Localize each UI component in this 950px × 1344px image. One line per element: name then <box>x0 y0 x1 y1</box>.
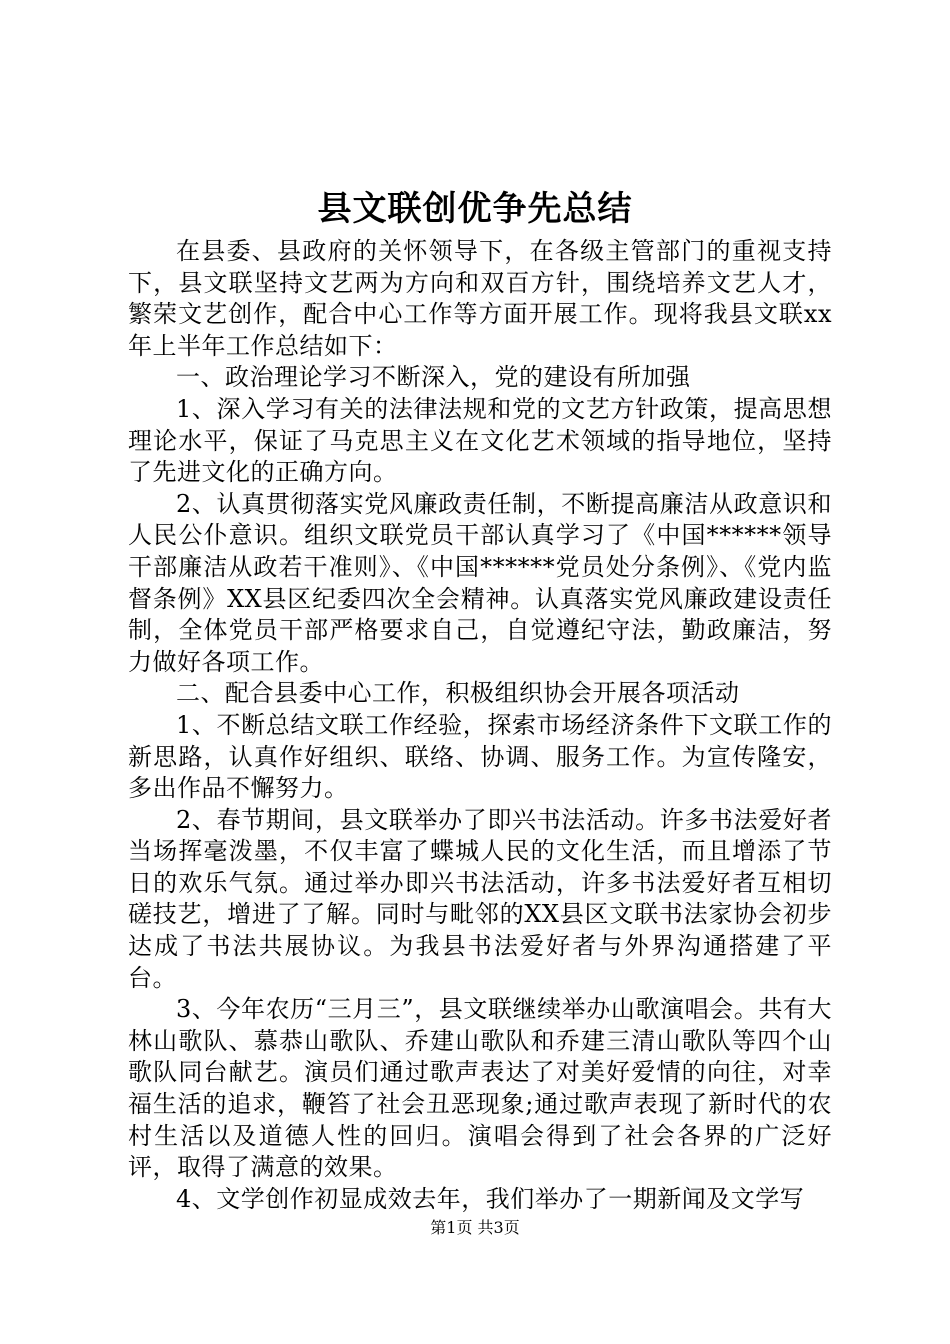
document-title: 县文联创优争先总结 <box>317 189 633 229</box>
paragraph-2-1: 1、不断总结文联工作经验，探索市场经济条件下文联工作的新思路，认真作好组织、联络、协调、服务工作。为宣传隆安，多出作品不懈努力。 <box>128 710 832 803</box>
section-heading-1: 一、政治理论学习不断深入，党的建设有所加强 <box>176 363 691 392</box>
page-number-footer: 第1页 共3页 <box>430 1218 520 1237</box>
paragraph-2-2: 2、春节期间，县文联举办了即兴书法活动。许多书法爱好者当场挥毫泼墨，不仅丰富了蝶城人民的文化生活，而且增添了节日的欢乐气氛。通过举办即兴书法活动，许多书法爱好者互相切磋技艺，增进了了解。同时与毗邻的XX县区文联书法家协会初步达成了书法共展协议。为我县书法爱好者与外界沟通搭建了平台。 <box>128 805 832 992</box>
paragraph-1-2: 2、认真贯彻落实党风廉政责任制，不断提高廉洁从政意识和人民公仆意识。组织文联党员干部认真学习了《中国******领导干部廉洁从政若干准则》、《中国******党员处分条例》、《党内监督条例》XX县区纪委四次全会精神。认真落实党风廉政建设责任制，全体党员干部严格要求自己，自觉遵纪守法，勤政廉洁，努力做好各项工作。 <box>128 489 832 676</box>
paragraph-intro: 在县委、县政府的关怀领导下，在各级主管部门的重视支持下，县文联坚持文艺两为方向和双百方针，围绕培养文艺人才，繁荣文艺创作，配合中心工作等方面开展工作。现将我县文联xx年上半年工作总结如下： <box>128 237 832 360</box>
paragraph-2-4: 4、文学创作初显成效去年，我们举办了一期新闻及文学写 <box>176 1184 805 1213</box>
section-heading-2: 二、配合县委中心工作，积极组织协会开展各项活动 <box>176 679 740 708</box>
document-body <box>128 236 832 1215</box>
paragraph-2-3: 3、今年农历“三月三”，县文联继续举办山歌演唱会。共有大林山歌队、慕恭山歌队、乔建山歌队和乔建三清山歌队等四个山歌队同台献艺。演员们通过歌声表达了对美好爱情的向往，对幸福生活的追求，鞭笞了社会丑恶现象;通过歌声表现了新时代的农村生活以及道德人性的回归。演唱会得到了社会各界的广泛好评，取得了满意的效果。 <box>128 995 832 1182</box>
paragraph-1-1: 1、深入学习有关的法律法规和党的文艺方针政策，提高思想理论水平，保证了马克思主义在文化艺术领域的指导地位，坚持了先进文化的正确方向。 <box>128 394 832 487</box>
